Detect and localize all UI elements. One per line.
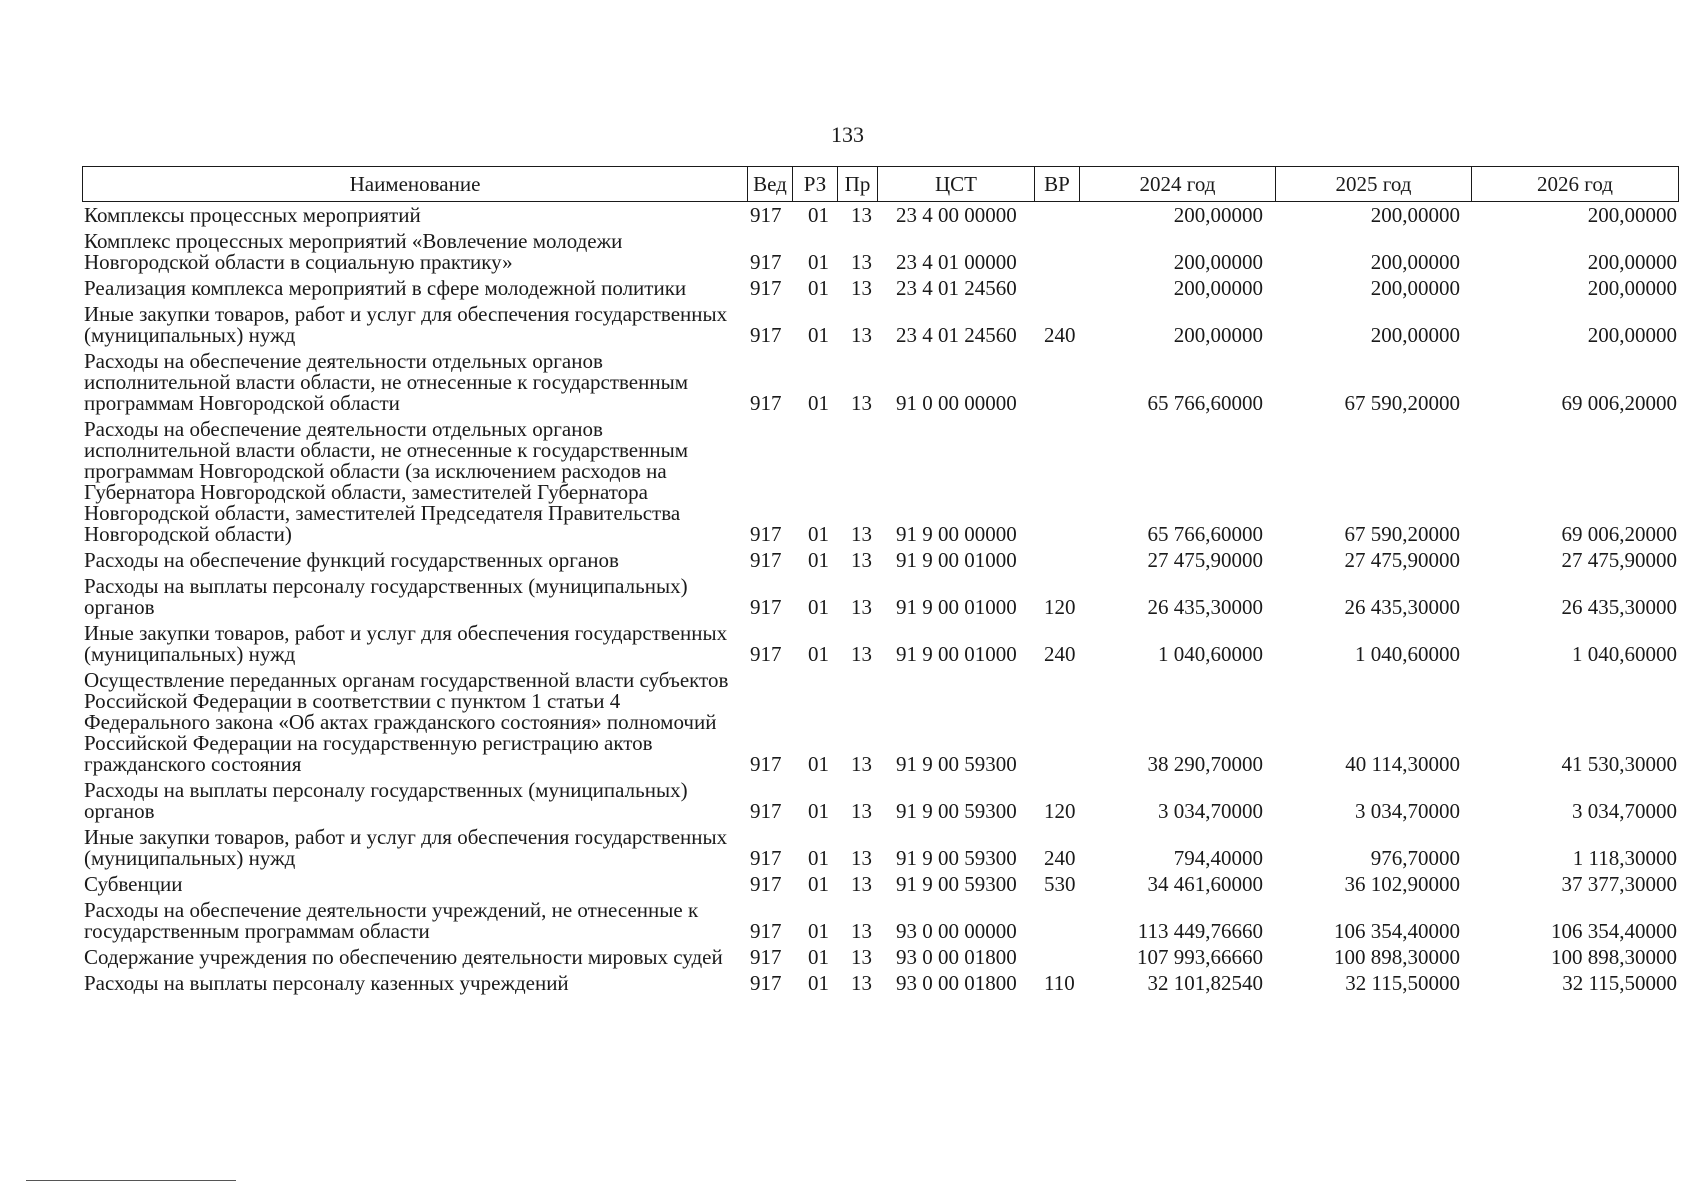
pr-cell: 13 bbox=[851, 203, 872, 227]
ved-cell: 917 bbox=[750, 799, 782, 823]
ved-cell: 917 bbox=[750, 548, 782, 572]
ved-cell: 917 bbox=[750, 642, 782, 666]
amount-2026-cell: 32 115,50000 bbox=[1562, 971, 1677, 995]
amount-2026-cell: 200,00000 bbox=[1587, 276, 1677, 300]
pr-cell: 13 bbox=[851, 642, 872, 666]
column-header-2026: 2026 год bbox=[1537, 171, 1613, 196]
cst-cell: 23 4 01 00000 bbox=[896, 250, 1017, 274]
table-row bbox=[82, 945, 1679, 971]
page-number: 133 bbox=[831, 122, 864, 147]
table-row bbox=[82, 971, 1679, 997]
ved-cell: 917 bbox=[750, 391, 782, 415]
amount-2025-cell: 67 590,20000 bbox=[1344, 391, 1460, 415]
ved-cell: 917 bbox=[750, 919, 782, 943]
pr-cell: 13 bbox=[851, 391, 872, 415]
table-row bbox=[82, 229, 1679, 276]
cst-cell: 91 0 00 00000 bbox=[896, 391, 1017, 415]
rz-cell: 01 bbox=[808, 595, 829, 619]
ved-cell: 917 bbox=[750, 250, 782, 274]
amount-2025-cell: 26 435,30000 bbox=[1344, 595, 1460, 619]
row-name: Реализация комплекса мероприятий в сфере молодежной политики bbox=[84, 276, 687, 300]
vr-cell: 120 bbox=[1044, 799, 1076, 823]
table-row bbox=[82, 349, 1679, 417]
amount-2024-cell: 200,00000 bbox=[1173, 203, 1263, 227]
amount-2024-cell: 3 034,70000 bbox=[1158, 799, 1263, 823]
rz-cell: 01 bbox=[808, 919, 829, 943]
pr-cell: 13 bbox=[851, 548, 872, 572]
amount-2024-cell: 107 993,66660 bbox=[1137, 945, 1263, 969]
amount-2026-cell: 37 377,30000 bbox=[1561, 872, 1677, 896]
ved-cell: 917 bbox=[750, 872, 782, 896]
amount-2026-cell: 41 530,30000 bbox=[1561, 752, 1677, 776]
row-name: Содержание учреждения по обеспечению деятельности мировых судей bbox=[84, 945, 723, 969]
rz-cell: 01 bbox=[808, 642, 829, 666]
cst-cell: 91 9 00 00000 bbox=[896, 522, 1017, 546]
cst-cell: 91 9 00 59300 bbox=[896, 872, 1017, 896]
column-header-pr: Пр bbox=[838, 167, 878, 201]
cst-cell: 91 9 00 59300 bbox=[896, 799, 1017, 823]
amount-2026-cell: 26 435,30000 bbox=[1561, 595, 1677, 619]
table-header bbox=[82, 166, 1679, 202]
row-name: Комплексы процессных мероприятий bbox=[84, 203, 421, 227]
table-row bbox=[82, 203, 1679, 229]
ved-cell: 917 bbox=[750, 971, 782, 995]
amount-2025-cell: 200,00000 bbox=[1370, 276, 1460, 300]
amount-2026-cell: 200,00000 bbox=[1587, 250, 1677, 274]
pr-cell: 13 bbox=[851, 595, 872, 619]
amount-2025-cell: 100 898,30000 bbox=[1334, 945, 1460, 969]
row-name: Осуществление переданных органам государственной власти субъектов Российской Федерации в соответствии с пунктом 1 статьи 4 Федерального закона «Об актах гражданского состояния» полномочий Российской Федерации на государственную регистрацию актов гражданского состояния bbox=[84, 668, 729, 776]
rz-cell: 01 bbox=[808, 799, 829, 823]
rz-cell: 01 bbox=[808, 971, 829, 995]
ved-cell: 917 bbox=[750, 752, 782, 776]
cst-cell: 23 4 01 24560 bbox=[896, 323, 1017, 347]
amount-2025-cell: 200,00000 bbox=[1370, 323, 1460, 347]
ved-cell: 917 bbox=[750, 522, 782, 546]
table-row bbox=[82, 668, 1679, 778]
amount-2025-cell: 40 114,30000 bbox=[1345, 752, 1460, 776]
ved-cell: 917 bbox=[750, 323, 782, 347]
cst-cell: 23 4 00 00000 bbox=[896, 203, 1017, 227]
cst-cell: 91 9 00 59300 bbox=[896, 846, 1017, 870]
amount-2025-cell: 3 034,70000 bbox=[1355, 799, 1460, 823]
amount-2026-cell: 1 040,60000 bbox=[1572, 642, 1677, 666]
amount-2025-cell: 36 102,90000 bbox=[1344, 872, 1460, 896]
pr-cell: 13 bbox=[851, 752, 872, 776]
column-header-ved: Вед bbox=[748, 167, 793, 201]
amount-2026-cell: 1 118,30000 bbox=[1572, 846, 1677, 870]
amount-2025-cell: 27 475,90000 bbox=[1344, 548, 1460, 572]
amount-2026-cell: 200,00000 bbox=[1587, 203, 1677, 227]
pr-cell: 13 bbox=[851, 799, 872, 823]
amount-2026-cell: 27 475,90000 bbox=[1561, 548, 1677, 572]
rz-cell: 01 bbox=[808, 522, 829, 546]
amount-2024-cell: 113 449,76660 bbox=[1137, 919, 1263, 943]
ved-cell: 917 bbox=[750, 203, 782, 227]
table-row bbox=[82, 872, 1679, 898]
pr-cell: 13 bbox=[851, 276, 872, 300]
amount-2024-cell: 65 766,60000 bbox=[1147, 522, 1263, 546]
row-name: Расходы на выплаты персоналу казенных учреждений bbox=[84, 971, 569, 995]
vr-cell: 530 bbox=[1044, 872, 1076, 896]
table-row bbox=[82, 825, 1679, 872]
pr-cell: 13 bbox=[851, 323, 872, 347]
row-name: Иные закупки товаров, работ и услуг для обеспечения государственных (муниципальных) нужд bbox=[84, 621, 728, 666]
rz-cell: 01 bbox=[808, 752, 829, 776]
cst-cell: 91 9 00 59300 bbox=[896, 752, 1017, 776]
table-row bbox=[82, 276, 1679, 302]
row-name: Расходы на обеспечение деятельности учреждений, не отнесенные к государственным программам области bbox=[84, 898, 699, 943]
row-name: Расходы на обеспечение функций государственных органов bbox=[84, 548, 619, 572]
row-name: Расходы на выплаты персоналу государственных (муниципальных) органов bbox=[84, 778, 688, 823]
column-header-name: Наименование bbox=[83, 167, 748, 201]
amount-2024-cell: 27 475,90000 bbox=[1147, 548, 1263, 572]
cst-cell: 91 9 00 01000 bbox=[896, 548, 1017, 572]
row-name: Иные закупки товаров, работ и услуг для обеспечения государственных (муниципальных) нужд bbox=[84, 825, 728, 870]
pr-cell: 13 bbox=[851, 919, 872, 943]
ved-cell: 917 bbox=[750, 945, 782, 969]
table-row bbox=[82, 778, 1679, 825]
pr-cell: 13 bbox=[851, 522, 872, 546]
ved-cell: 917 bbox=[750, 276, 782, 300]
rz-cell: 01 bbox=[808, 391, 829, 415]
row-name: Комплекс процессных мероприятий «Вовлечение молодежи Новгородской области в социальную практику» bbox=[84, 229, 623, 274]
rz-cell: 01 bbox=[808, 945, 829, 969]
amount-2026-cell: 69 006,20000 bbox=[1561, 391, 1677, 415]
amount-2026-cell: 200,00000 bbox=[1587, 323, 1677, 347]
ved-cell: 917 bbox=[750, 846, 782, 870]
cst-cell: 93 0 00 01800 bbox=[896, 971, 1017, 995]
amount-2024-cell: 200,00000 bbox=[1173, 276, 1263, 300]
amount-2025-cell: 106 354,40000 bbox=[1334, 919, 1460, 943]
amount-2026-cell: 100 898,30000 bbox=[1551, 945, 1677, 969]
row-name: Расходы на выплаты персоналу государственных (муниципальных) органов bbox=[84, 574, 688, 619]
pr-cell: 13 bbox=[851, 250, 872, 274]
cst-cell: 93 0 00 00000 bbox=[896, 919, 1017, 943]
table-row bbox=[82, 574, 1679, 621]
vr-cell: 120 bbox=[1044, 595, 1076, 619]
amount-2025-cell: 200,00000 bbox=[1370, 250, 1460, 274]
table-row bbox=[82, 302, 1679, 349]
table-row bbox=[82, 621, 1679, 668]
amount-2025-cell: 32 115,50000 bbox=[1345, 971, 1460, 995]
table-row bbox=[82, 548, 1679, 574]
vr-cell: 240 bbox=[1044, 642, 1076, 666]
table-row bbox=[82, 898, 1679, 945]
rz-cell: 01 bbox=[808, 250, 829, 274]
amount-2024-cell: 34 461,60000 bbox=[1147, 872, 1263, 896]
amount-2024-cell: 1 040,60000 bbox=[1158, 642, 1263, 666]
column-header-2024: 2024 год bbox=[1080, 167, 1276, 201]
column-header-2025: 2025 год bbox=[1276, 167, 1472, 201]
pr-cell: 13 bbox=[851, 945, 872, 969]
vr-cell: 110 bbox=[1044, 971, 1075, 995]
amount-2026-cell: 106 354,40000 bbox=[1551, 919, 1677, 943]
rz-cell: 01 bbox=[808, 276, 829, 300]
table-body bbox=[82, 203, 1679, 997]
rz-cell: 01 bbox=[808, 548, 829, 572]
amount-2025-cell: 976,70000 bbox=[1370, 846, 1460, 870]
cst-cell: 91 9 00 01000 bbox=[896, 595, 1017, 619]
amount-2025-cell: 1 040,60000 bbox=[1355, 642, 1460, 666]
rz-cell: 01 bbox=[808, 872, 829, 896]
column-header-cst: ЦСТ bbox=[878, 167, 1035, 201]
table-row bbox=[82, 417, 1679, 548]
column-header-vr: ВР bbox=[1035, 167, 1080, 201]
amount-2024-cell: 200,00000 bbox=[1173, 323, 1263, 347]
row-name: Расходы на обеспечение деятельности отдельных органов исполнительной власти области, не отнесенные к государственным программам Новгородской области bbox=[84, 349, 689, 415]
pr-cell: 13 bbox=[851, 872, 872, 896]
row-name: Иные закупки товаров, работ и услуг для обеспечения государственных (муниципальных) нужд bbox=[84, 302, 728, 347]
row-name: Расходы на обеспечение деятельности отдельных органов исполнительной власти области, не отнесенные к государственным программам Новгородской области (за исключением расходов на Губернатора Новгородской области, заместителей Губернатора Новгородской области, заместителей Председателя Правительства Новгородской области) bbox=[84, 417, 689, 546]
amount-2024-cell: 32 101,82540 bbox=[1147, 971, 1263, 995]
cst-cell: 93 0 00 01800 bbox=[896, 945, 1017, 969]
vr-cell: 240 bbox=[1044, 323, 1076, 347]
cst-cell: 23 4 01 24560 bbox=[896, 276, 1017, 300]
amount-2024-cell: 26 435,30000 bbox=[1147, 595, 1263, 619]
amount-2026-cell: 3 034,70000 bbox=[1572, 799, 1677, 823]
amount-2025-cell: 67 590,20000 bbox=[1344, 522, 1460, 546]
pr-cell: 13 bbox=[851, 846, 872, 870]
rz-cell: 01 bbox=[808, 323, 829, 347]
rz-cell: 01 bbox=[808, 846, 829, 870]
amount-2024-cell: 65 766,60000 bbox=[1147, 391, 1263, 415]
rz-cell: 01 bbox=[808, 203, 829, 227]
amount-2024-cell: 200,00000 bbox=[1173, 250, 1263, 274]
row-name: Субвенции bbox=[84, 872, 183, 896]
ved-cell: 917 bbox=[750, 595, 782, 619]
column-header-rz: РЗ bbox=[793, 167, 838, 201]
amount-2024-cell: 38 290,70000 bbox=[1147, 752, 1263, 776]
amount-2026-cell: 69 006,20000 bbox=[1561, 522, 1677, 546]
cst-cell: 91 9 00 01000 bbox=[896, 642, 1017, 666]
amount-2024-cell: 794,40000 bbox=[1173, 846, 1263, 870]
footnote-rule bbox=[26, 1180, 236, 1181]
amount-2025-cell: 200,00000 bbox=[1370, 203, 1460, 227]
pr-cell: 13 bbox=[851, 971, 872, 995]
vr-cell: 240 bbox=[1044, 846, 1076, 870]
